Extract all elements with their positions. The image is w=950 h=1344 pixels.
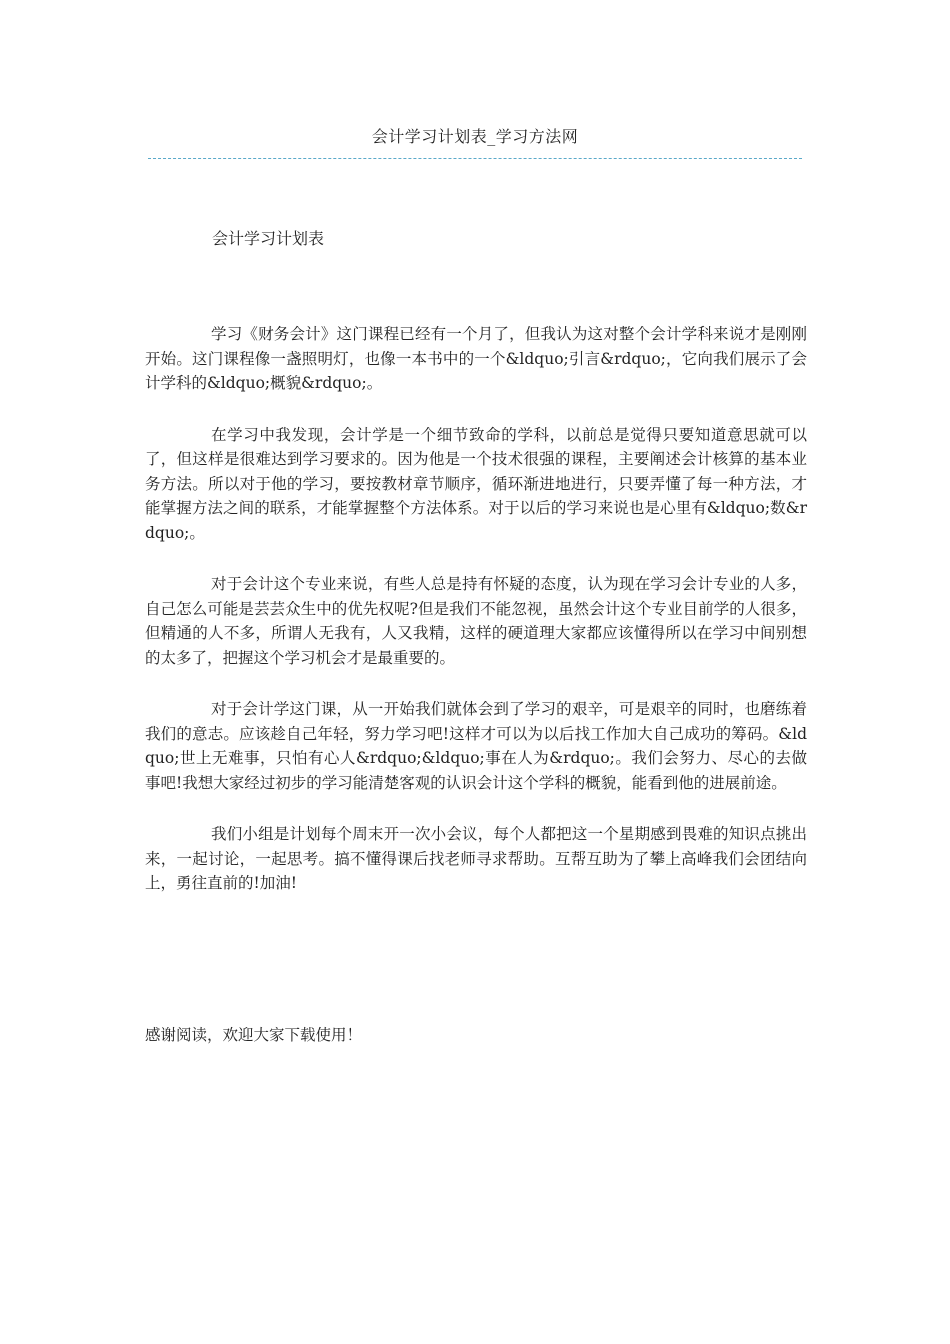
- header-divider: [148, 158, 802, 159]
- footer-note: 感谢阅读，欢迎大家下载使用！: [145, 1026, 363, 1044]
- paragraph: 在学习中我发现，会计学是一个细节致命的学科，以前总是觉得只要知道意思就可以了，但这样是很难达到学习要求的。因为他是一个技术很强的课程，主要阐述会计核算的基本业务方法。所以对于他的学习，要按教材章节顺序，循环渐进地进行，只要弄懂了每一种方法，才能掌握方法之间的联系，才能掌握整个方法体系。对于以后的学习来说也是心里有&ldquo;数&rdquo;。: [145, 425, 807, 542]
- paragraph: 对于会计这个专业来说，有些人总是持有怀疑的态度，认为现在学习会计专业的人多，自己怎么可能是芸芸众生中的优先权呢?但是我们不能忽视，虽然会计这个专业目前学的人很多，但精通的人不多，所谓人无我有，人又我精，这样的硬道理大家都应该懂得所以在学习中间别想的太多了，把握这个学习机会才是最重要的。: [145, 575, 807, 667]
- header-title: 会计学习计划表_学习方法网: [371, 127, 579, 146]
- document-body: [145, 322, 807, 923]
- paragraph: 学习《财务会计》这门课程已经有一个月了，但我认为这对整个会计学科来说才是刚刚开始。这门课程像一盏照明灯，也像一本书中的一个&ldquo;引言&rdquo;，它向我们展示了会计学科的&ldquo;概貌&rdquo;。: [145, 325, 807, 392]
- paragraph: 对于会计学这门课，从一开始我们就体会到了学习的艰辛，可是艰辛的同时，也磨练着我们的意志。应该趁自己年轻，努力学习吧!这样才可以为以后找工作加大自己成功的筹码。&ldquo;世上无难事，只怕有心人&rdquo;&ldquo;事在人为&rdquo;。我们会努力、尽心的去做事吧!我想大家经过初步的学习能清楚客观的认识会计这个学科的概貌，能看到他的进展前途。: [145, 700, 807, 792]
- document-title: 会计学习计划表: [212, 229, 325, 248]
- paragraph: 我们小组是计划每个周末开一次小会议，每个人都把这一个星期感到畏难的知识点挑出来，一起讨论，一起思考。搞不懂得课后找老师寻求帮助。互帮互助为了攀上高峰我们会团结向上，勇往直前的!加油!: [145, 825, 807, 892]
